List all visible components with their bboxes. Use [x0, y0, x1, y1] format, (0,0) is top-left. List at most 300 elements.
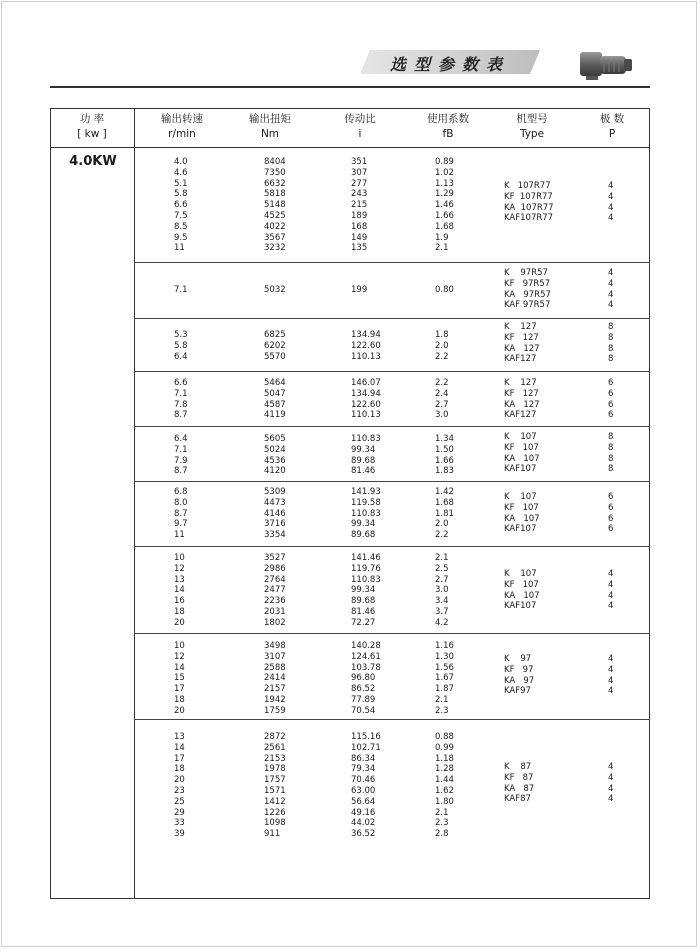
type-cell: KA 107 [504, 453, 540, 464]
type-row [134, 762, 650, 775]
speed-cell: 13 [174, 574, 185, 585]
type-row [134, 410, 650, 420]
type-cell: KF 97 [504, 664, 534, 675]
type-cell: KF 87 [504, 772, 534, 783]
poles-cell: 6 [608, 513, 614, 524]
type-cell: KAF107 [504, 524, 537, 535]
type-cell: KAF107 [504, 601, 537, 612]
service-factor-cell: 3.0 [435, 410, 449, 421]
torque-cell: 1759 [264, 705, 286, 716]
type-cell: KA 127 [504, 343, 540, 354]
ratio-cell: 119.76 [351, 563, 381, 574]
torque-cell: 3527 [264, 553, 286, 563]
type-row [134, 178, 650, 191]
column-header-label: 传动比 [344, 113, 376, 125]
column-header-torque [230, 112, 310, 142]
type-cell: KF 107R77 [504, 191, 553, 202]
header-rule [50, 86, 650, 88]
ratio-cell: 96.80 [351, 673, 376, 684]
poles-cell: 6 [608, 492, 614, 502]
type-cell: KA 127 [504, 399, 540, 410]
ratio-cell: 79.34 [351, 764, 376, 775]
speed-cell: 18 [174, 764, 185, 775]
table-row [134, 808, 484, 818]
speed-cell: 11 [174, 530, 185, 541]
speed-cell: 12 [174, 563, 185, 574]
type-row [134, 503, 650, 513]
ratio-cell: 99.34 [351, 585, 376, 596]
speed-cell: 14 [174, 585, 185, 596]
service-factor-cell: 1.42 [435, 487, 454, 497]
type-cell: KAF 97R57 [504, 300, 551, 311]
type-row [134, 784, 650, 794]
speed-cell: 7.1 [174, 285, 188, 295]
type-cell: KF 127 [504, 332, 539, 343]
selection-group [134, 148, 650, 263]
speed-cell: 4.6 [174, 167, 188, 178]
poles-cell: 8 [608, 343, 614, 354]
ratio-cell: 110.13 [351, 410, 381, 421]
service-factor-cell: 1.30 [435, 651, 454, 662]
type-row [134, 676, 650, 686]
ratio-cell: 44.02 [351, 818, 376, 829]
speed-cell: 15 [174, 673, 185, 684]
speed-cell: 23 [174, 786, 185, 796]
type-row [134, 662, 650, 675]
type-cell: KAF127 [504, 354, 537, 365]
ratio-cell: 103.78 [351, 662, 381, 673]
ratio-cell: 277 [351, 178, 368, 189]
torque-cell: 3716 [264, 519, 286, 530]
ratio-cell: 77.89 [351, 695, 376, 705]
service-factor-cell: 2.0 [435, 340, 449, 351]
ratio-cell: 56.64 [351, 796, 376, 807]
type-row [134, 454, 650, 464]
type-row [134, 400, 650, 410]
torque-cell: 3107 [264, 651, 286, 662]
type-cell: KF 107 [504, 579, 539, 590]
table-row [134, 243, 484, 253]
ratio-cell: 89.68 [351, 530, 376, 541]
service-factor-cell: 2.3 [435, 818, 449, 829]
type-row [134, 580, 650, 590]
torque-cell: 2872 [264, 732, 286, 742]
speed-cell: 25 [174, 796, 185, 807]
torque-cell: 3354 [264, 530, 286, 541]
table-row [134, 641, 484, 651]
speed-cell: 14 [174, 742, 185, 753]
poles-cell: 6 [608, 388, 614, 399]
poles-cell: 6 [608, 378, 614, 388]
type-cell: K 97 [504, 654, 532, 664]
ratio-cell: 146.07 [351, 378, 381, 388]
torque-cell: 5047 [264, 388, 286, 399]
torque-cell: 5818 [264, 189, 286, 200]
torque-cell: 4022 [264, 221, 286, 232]
speed-cell: 6.4 [174, 434, 188, 444]
speed-cell: 17 [174, 753, 185, 764]
service-factor-cell: 2.7 [435, 399, 449, 410]
ratio-cell: 110.83 [351, 508, 381, 519]
ratio-cell: 70.46 [351, 775, 376, 786]
ratio-cell: 81.46 [351, 607, 376, 617]
type-row [134, 351, 650, 365]
service-factor-cell: 2.8 [435, 829, 449, 840]
power-value: 4.0KW [69, 154, 117, 169]
column-header-label: 输出转速 [161, 113, 203, 125]
torque-cell: 1757 [264, 775, 286, 786]
poles-cell: 8 [608, 322, 614, 332]
type-row [134, 794, 650, 804]
selection-group [134, 720, 650, 899]
type-cell: KF 97R57 [504, 278, 551, 289]
service-factor-cell: 1.67 [435, 673, 454, 684]
torque-cell: 5309 [264, 487, 286, 497]
torque-cell: 2986 [264, 563, 286, 574]
torque-cell: 1226 [264, 807, 286, 818]
speed-cell: 29 [174, 807, 185, 818]
poles-cell: 8 [608, 332, 614, 343]
speed-cell: 4.0 [174, 157, 188, 167]
type-cell: KA 97R57 [504, 289, 551, 300]
torque-cell: 4473 [264, 497, 286, 508]
torque-cell: 4536 [264, 455, 286, 466]
type-row [134, 203, 650, 213]
column-header-speed [142, 112, 222, 142]
type-row [134, 268, 650, 278]
torque-cell: 5464 [264, 378, 286, 388]
poles-cell: 4 [608, 569, 614, 579]
poles-cell: 4 [608, 278, 614, 289]
table-row [134, 168, 484, 178]
selection-group [134, 427, 650, 482]
service-factor-cell: 1.68 [435, 221, 454, 232]
service-factor-cell: 0.80 [435, 285, 454, 295]
poles-cell: 4 [608, 202, 614, 213]
torque-cell: 4120 [264, 466, 286, 477]
ratio-cell: 81.46 [351, 466, 376, 477]
table-row [134, 829, 484, 839]
poles-cell: 6 [608, 410, 614, 421]
torque-cell: 4587 [264, 399, 286, 410]
table-row [134, 553, 484, 563]
torque-cell: 2764 [264, 574, 286, 585]
poles-cell: 6 [608, 502, 614, 513]
type-cell: K 127 [504, 322, 537, 332]
service-factor-cell: 1.87 [435, 684, 454, 695]
ratio-cell: 122.60 [351, 399, 381, 410]
speed-cell: 12 [174, 651, 185, 662]
torque-cell: 1802 [264, 617, 286, 628]
torque-cell: 4146 [264, 508, 286, 519]
service-factor-cell: 0.88 [435, 732, 454, 742]
ratio-cell: 134.94 [351, 330, 381, 340]
service-factor-cell: 2.4 [435, 388, 449, 399]
column-header-ratio [320, 112, 400, 142]
torque-cell: 2236 [264, 596, 286, 607]
poles-cell: 4 [608, 783, 614, 794]
service-factor-cell: 2.7 [435, 574, 449, 585]
service-factor-cell: 1.34 [435, 434, 454, 444]
type-row [134, 772, 650, 786]
torque-cell: 4525 [264, 211, 286, 221]
torque-cell: 3567 [264, 232, 286, 243]
column-header-unit: i [358, 128, 362, 140]
column-header-poles [582, 112, 642, 142]
type-row [134, 651, 650, 664]
torque-cell: 3498 [264, 641, 286, 651]
ratio-cell: 102.71 [351, 742, 381, 753]
service-factor-cell: 4.2 [435, 617, 449, 628]
table-row [134, 695, 484, 705]
speed-cell: 5.8 [174, 189, 188, 200]
ratio-cell: 122.60 [351, 340, 381, 351]
type-row [134, 344, 650, 354]
torque-cell: 2157 [264, 684, 286, 695]
column-header-label: 极 数 [599, 113, 625, 125]
column-header-row [50, 108, 650, 148]
type-cell: KF 127 [504, 388, 539, 399]
speed-cell: 8.5 [174, 221, 188, 232]
header-banner [360, 50, 540, 74]
poles-cell: 4 [608, 268, 614, 278]
speed-cell: 8.7 [174, 410, 188, 421]
ratio-cell: 89.68 [351, 455, 376, 466]
type-row [134, 322, 650, 332]
type-cell: K 107R77 [504, 181, 551, 191]
speed-cell: 6.4 [174, 351, 188, 362]
ratio-cell: 86.34 [351, 753, 376, 764]
speed-cell: 33 [174, 818, 185, 829]
type-row [134, 300, 650, 310]
ratio-cell: 199 [351, 285, 368, 295]
speed-cell: 18 [174, 607, 185, 617]
torque-cell: 911 [264, 829, 281, 840]
column-header-label: 输出扭矩 [249, 113, 291, 125]
service-factor-cell: 3.0 [435, 585, 449, 596]
poles-cell: 4 [608, 590, 614, 601]
type-row [134, 389, 650, 399]
gear-motor-icon [578, 48, 634, 82]
torque-cell: 4119 [264, 410, 286, 421]
type-cell: KA 87 [504, 783, 535, 794]
service-factor-cell: 0.99 [435, 742, 454, 753]
type-row [134, 492, 650, 502]
type-cell: KA 107R77 [504, 202, 554, 213]
type-row [134, 601, 650, 611]
service-factor-cell: 1.46 [435, 200, 454, 211]
service-factor-cell: 1.81 [435, 508, 454, 519]
torque-cell: 2414 [264, 673, 286, 684]
poles-cell: 4 [608, 213, 614, 224]
selection-group [134, 319, 650, 372]
speed-cell: 20 [174, 705, 185, 716]
type-row [134, 333, 650, 343]
selection-group [134, 263, 650, 319]
service-factor-cell: 1.56 [435, 662, 454, 673]
table-row [134, 157, 484, 167]
type-cell: K 127 [504, 378, 537, 388]
speed-cell: 5.8 [174, 340, 188, 351]
torque-cell: 1571 [264, 786, 286, 796]
ratio-cell: 36.52 [351, 829, 376, 840]
poles-cell: 8 [608, 432, 614, 442]
type-row [134, 569, 650, 579]
service-factor-cell: 1.44 [435, 775, 454, 786]
speed-cell: 10 [174, 553, 185, 563]
service-factor-cell: 2.5 [435, 563, 449, 574]
type-cell: KA 107 [504, 590, 540, 601]
poles-cell: 4 [608, 579, 614, 590]
service-factor-cell: 2.3 [435, 705, 449, 716]
service-factor-cell: 2.1 [435, 553, 449, 563]
torque-cell: 6632 [264, 178, 286, 189]
type-cell: KF 107 [504, 442, 539, 453]
column-header-unit: Nm [260, 128, 280, 140]
service-factor-cell: 1.02 [435, 167, 454, 178]
speed-cell: 10 [174, 641, 185, 651]
poles-cell: 4 [608, 664, 614, 675]
poles-cell: 8 [608, 442, 614, 453]
speed-cell: 39 [174, 829, 185, 840]
poles-cell: 4 [608, 762, 614, 772]
speed-cell: 7.9 [174, 455, 188, 466]
selection-group [134, 482, 650, 547]
column-header-unit: [ kw ] [77, 128, 107, 140]
service-factor-cell: 2.0 [435, 519, 449, 530]
ratio-cell: 141.93 [351, 487, 381, 497]
torque-cell: 1098 [264, 818, 286, 829]
torque-cell: 7350 [264, 167, 286, 178]
type-row [134, 686, 650, 696]
service-factor-cell: 2.2 [435, 351, 449, 362]
type-row [134, 443, 650, 453]
poles-cell: 4 [608, 686, 614, 697]
ratio-cell: 307 [351, 167, 368, 178]
column-header-power [50, 112, 134, 142]
torque-cell: 6825 [264, 330, 286, 340]
service-factor-cell: 1.66 [435, 211, 454, 221]
selection-group [134, 547, 650, 634]
service-factor-cell: 1.16 [435, 641, 454, 651]
poles-cell: 4 [608, 601, 614, 612]
speed-cell: 6.6 [174, 378, 188, 388]
service-factor-cell: 3.4 [435, 596, 449, 607]
ratio-cell: 89.68 [351, 596, 376, 607]
ratio-cell: 115.16 [351, 732, 381, 742]
ratio-cell: 119.58 [351, 497, 381, 508]
speed-cell: 9.7 [174, 519, 188, 530]
table-row [134, 818, 484, 828]
type-row [134, 524, 650, 534]
torque-cell: 2031 [264, 607, 286, 617]
ratio-cell: 351 [351, 157, 368, 167]
torque-cell: 1942 [264, 695, 286, 705]
torque-cell: 1978 [264, 764, 286, 775]
ratio-cell: 124.61 [351, 651, 381, 662]
ratio-cell: 86.52 [351, 684, 376, 695]
speed-cell: 7.8 [174, 399, 188, 410]
service-factor-cell: 1.18 [435, 753, 454, 764]
table-row [134, 233, 484, 243]
service-factor-cell: 2.2 [435, 530, 449, 541]
ratio-cell: 72.27 [351, 617, 376, 628]
poles-cell: 6 [608, 524, 614, 535]
ratio-cell: 135 [351, 243, 368, 254]
type-row [134, 432, 650, 442]
speed-cell: 5.1 [174, 178, 188, 189]
type-cell: KAF87 [504, 794, 531, 805]
speed-cell: 20 [174, 775, 185, 786]
type-cell: K 107 [504, 569, 537, 579]
speed-cell: 13 [174, 732, 185, 742]
speed-cell: 8.7 [174, 508, 188, 519]
ratio-cell: 99.34 [351, 519, 376, 530]
type-cell: K 107 [504, 432, 537, 442]
ratio-cell: 141.46 [351, 553, 381, 563]
type-row [134, 290, 650, 300]
ratio-cell: 110.83 [351, 434, 381, 444]
service-factor-cell: 1.50 [435, 444, 454, 455]
column-header-label: 使用系数 [427, 113, 469, 125]
service-factor-cell: 1.83 [435, 466, 454, 477]
torque-cell: 5024 [264, 444, 286, 455]
poles-cell: 8 [608, 354, 614, 365]
poles-cell: 8 [608, 464, 614, 475]
service-factor-cell: 3.7 [435, 607, 449, 617]
torque-cell: 5605 [264, 434, 286, 444]
service-factor-cell: 2.1 [435, 807, 449, 818]
column-header-unit: P [608, 128, 616, 140]
type-row [134, 514, 650, 524]
torque-cell: 2588 [264, 662, 286, 673]
torque-cell: 3232 [264, 243, 286, 254]
ratio-cell: 189 [351, 211, 368, 221]
type-row [134, 279, 650, 289]
speed-cell: 8.0 [174, 497, 188, 508]
poles-cell: 4 [608, 654, 614, 664]
service-factor-cell: 1.9 [435, 232, 449, 243]
column-header-label: 机型号 [516, 113, 548, 125]
type-cell: K 97R57 [504, 268, 548, 278]
ratio-cell: 168 [351, 221, 368, 232]
torque-cell: 5570 [264, 351, 286, 362]
ratio-cell: 110.13 [351, 351, 381, 362]
poles-cell: 4 [608, 181, 614, 191]
selection-group [134, 372, 650, 427]
type-row [134, 213, 650, 223]
poles-cell: 4 [608, 794, 614, 805]
poles-cell: 4 [608, 289, 614, 300]
speed-cell: 11 [174, 243, 185, 254]
speed-cell: 18 [174, 695, 185, 705]
torque-cell: 6202 [264, 340, 286, 351]
speed-cell: 7.5 [174, 211, 188, 221]
service-factor-cell: 1.29 [435, 189, 454, 200]
torque-cell: 5032 [264, 285, 286, 295]
type-cell: KF 107 [504, 502, 539, 513]
ratio-cell: 70.54 [351, 705, 376, 716]
type-cell: KA 107 [504, 513, 540, 524]
service-factor-cell: 2.1 [435, 243, 449, 254]
type-row [134, 192, 650, 202]
ratio-cell: 243 [351, 189, 368, 200]
torque-cell: 1412 [264, 796, 286, 807]
column-header-unit: r/min [168, 128, 196, 140]
speed-cell: 6.8 [174, 487, 188, 497]
speed-cell: 16 [174, 596, 185, 607]
type-cell: K 107 [504, 492, 537, 502]
